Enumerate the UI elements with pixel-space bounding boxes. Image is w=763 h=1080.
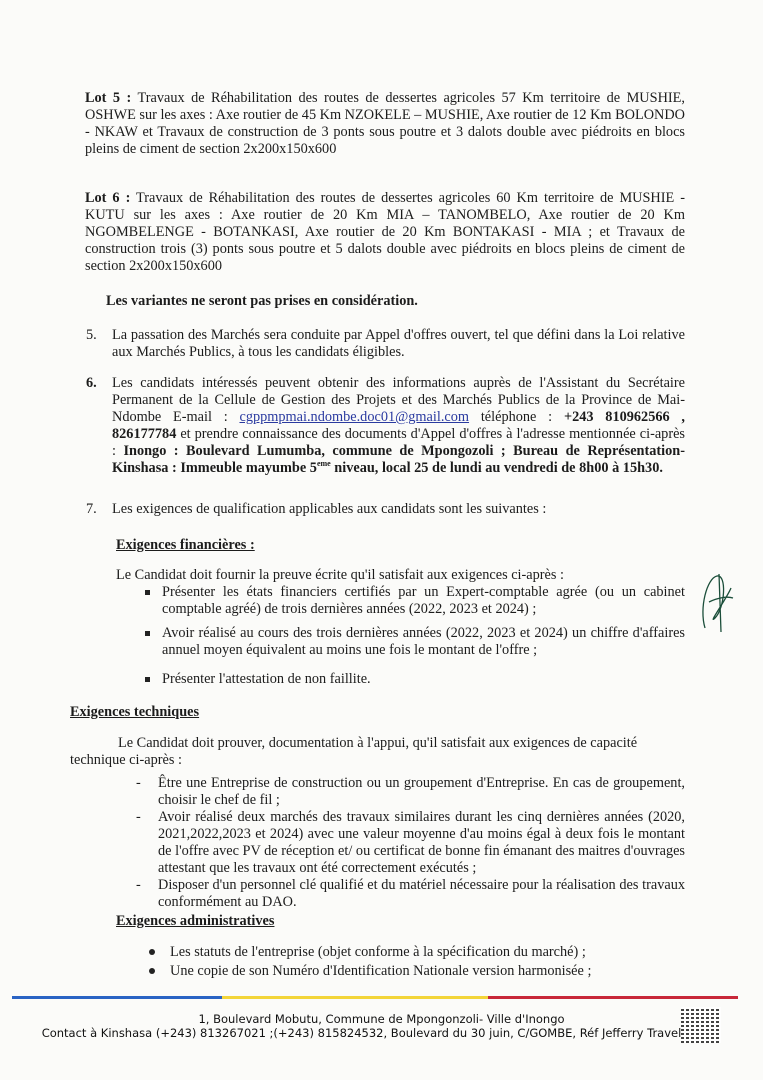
signature-initials: [697, 568, 737, 638]
financial-intro: Le Candidat doit fournir la preuve écrite qu'il satisfait aux exigences ci-après :: [116, 567, 564, 583]
footer-contact: Contact à Kinshasa (+243) 813267021 ;(+243) 815824532, Boulevard du 30 juin, C/GOMBE, Réf Jefferry Travel: [41, 1026, 682, 1040]
technical-item: - Avoir réalisé deux marchés des travaux similaires durant les cinq dernières années (2020, 2021,2022,2023 et 2024) avec une valeur moyenne d'au moins égal à deux fois le montant de l'offre avec PV de réception et/ ou certificat de bonne fin émanant des maitres d'ouvrages attestant que les travaux ont été correctement exécutés ;: [136, 809, 685, 876]
technical-intro: Le Candidat doit prouver, documentation à l'appui, qu'il satisfait aux exigences de capacité technique ci-après :: [70, 735, 638, 768]
item-6: [86, 375, 686, 477]
contact-email-link[interactable]: cgppmpmai.ndombe.doc01@gmail.com: [239, 409, 470, 425]
financial-bullet: Présenter l'attestation de non faillite.: [162, 671, 685, 688]
lot-5-label: Lot 5 :: [85, 90, 132, 106]
item-5: [86, 327, 685, 361]
office-address: Inongo : Boulevard Lumumba, commune de Mpongozoli ; Bureau de Représentation-Kinshasa : Immeuble mayumbe 5: [112, 443, 686, 476]
technical-heading: Exigences techniques: [70, 704, 200, 720]
item-5-number: 5.: [86, 327, 97, 343]
footer-address: 1, Boulevard Mobutu, Commune de Mpongonzoli- Ville d'Inongo: [198, 1012, 565, 1026]
lot-5-paragraph: [85, 90, 685, 158]
item-5-text: La passation des Marchés sera conduite par Appel d'offres ouvert, tel que défini dans la Loi relative aux Marchés Publics, à tous les candidats éligibles.: [112, 327, 685, 360]
variantes-note: Les variantes ne seront pas prises en considération.: [106, 293, 418, 309]
contact-phones: +243 810962566 , 826177784: [112, 409, 686, 442]
flag-stripe-yellow: [222, 996, 488, 999]
administrative-item: Les statuts de l'entreprise (objet conforme à la spécification du marché) ;: [170, 944, 586, 961]
flag-stripe-red: [488, 996, 738, 999]
item-7-text: Les exigences de qualification applicables aux candidats sont les suivantes :: [112, 501, 547, 517]
lot-6-paragraph: [85, 190, 685, 275]
address-superscript: eme: [316, 459, 331, 469]
financial-bullet: Avoir réalisé au cours des trois dernières années (2022, 2023 et 2024) un chiffre d'affaires annuel moyen équivalent au moins une fois le montant de l'offre ;: [162, 625, 685, 659]
lot-5-text: Travaux de Réhabilitation des routes de dessertes agricoles 57 Km territoire de MUSHIE, OSHWE sur les axes : Axe routier de 45 Km NZOKELE – MUSHIE, Axe routier de 12 Km BOLONDO - NKAW et Travaux de construction de 3 ponts sous poutre et 3 dalots double avec piédroits en blocs pleins de ciment de section 2x200x150x600: [85, 90, 685, 157]
item-6-phone-label: téléphone :: [469, 409, 564, 425]
item-7: [86, 501, 685, 518]
financial-bullet: Présenter les états financiers certifiés par un Expert-comptable agrée (ou un cabinet comptable agréé) de trois dernières années (2022, 2023 et 2024) ;: [162, 584, 685, 618]
item-6-text: Les candidats intéressés peuvent obtenir des informations auprès de l'Assistant du Secrétaire Permanent de la Cellule de Gestion des Projets et des Marchés Publics de la Province de Mai-Ndombe E-mail :: [112, 375, 685, 425]
item-6-number: 6.: [86, 375, 97, 391]
technical-item: - Être une Entreprise de construction ou un groupement d'Entreprise. En cas de groupement, choisir le chef de fil ;: [136, 775, 685, 808]
qr-code: [681, 1007, 721, 1043]
technical-item: - Disposer d'un personnel clé qualifié et du matériel nécessaire pour la réalisation des travaux conformément au DAO.: [136, 877, 685, 910]
financial-heading: Exigences financières :: [116, 537, 255, 553]
lot-6-text: Travaux de Réhabilitation des routes de dessertes agricoles 60 Km territoire de MUSHIE - KUTU sur les axes : Axe routier de 20 Km MIA – TANOMBELO, Axe routier de 20 Km NGOMBELENGE - BOTANKASI, Axe routier de 20 Km BONTAKASI - MIA ; et Travaux de construction trois (3) ponts sous poutre et 5 dalots double avec piédroits en blocs pleins de ciment de section 2x200x150x600: [85, 190, 685, 274]
office-hours: niveau, local 25 de lundi au vendredi de 8h00 à 15h30.: [330, 460, 663, 476]
item-6-text-cont: et prendre connaissance des documents d'Appel d'offres à l'adresse mentionnée ci-après :: [112, 426, 685, 459]
item-7-number: 7.: [86, 501, 97, 517]
administrative-heading: Exigences administratives: [116, 913, 275, 929]
flag-stripe-blue: [12, 996, 222, 999]
administrative-item: Une copie de son Numéro d'Identification Nationale version harmonisée ;: [170, 963, 591, 980]
lot-6-label: Lot 6 :: [85, 190, 131, 206]
